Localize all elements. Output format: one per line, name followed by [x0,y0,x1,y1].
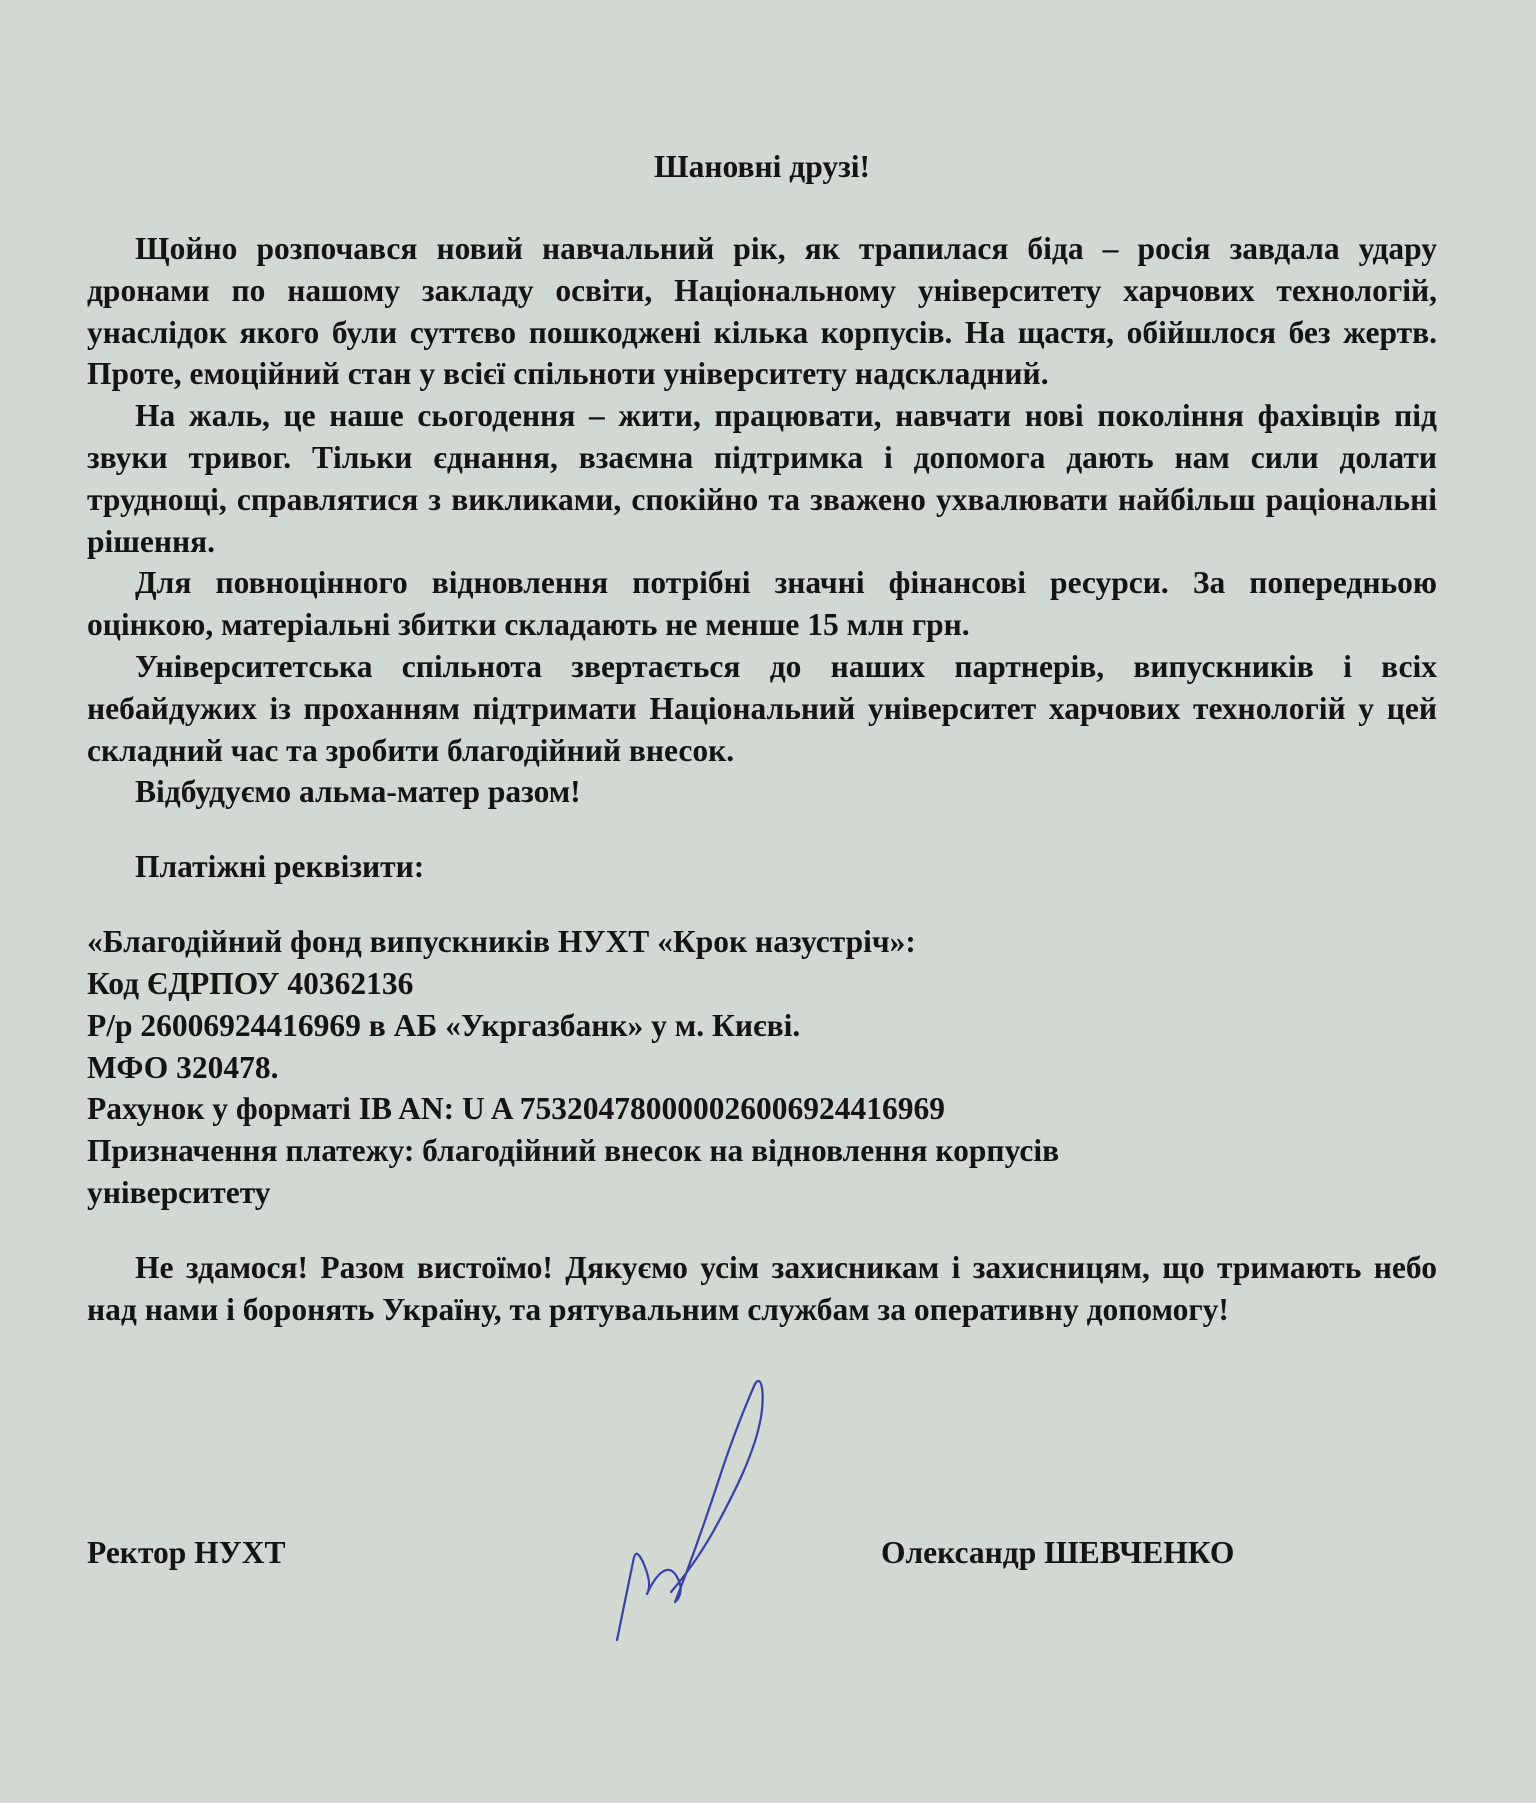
requisites-iban: Рахунок у форматі IB AN: U A 753204780000026006924416969 [87,1091,945,1127]
letter-paragraph: Щойно розпочався новий навчальний рік, як трапилася біда – росія завдала удару дронами по нашому закладу освіти, Національному університету харчових технологій, унаслідок якого були суттєво пошкоджені кілька корпусів. На щастя, обійшлося без жертв. Проте, емоційний стан у всієї спільноти університету надскладний. [87,231,1437,392]
letter-closing: Не здамося! Разом вистоїмо! Дякуємо усім захисникам і захисницям, що тримають небо над нами і боронять Україну, та рятувальним службам за оперативну допомогу! [87,1249,1437,1327]
payment-requisites [87,921,1437,1214]
handwritten-signature [605,1372,785,1652]
requisites-edrpou: Код ЄДРПОУ 40362136 [87,965,414,1001]
letter-paragraph: Відбудуємо альма-матер разом! [135,774,581,810]
letter-greeting: Шановні друзі! [654,149,870,184]
requisites-mfo: МФО 320478. [87,1049,279,1085]
letter-paragraph: Для повноцінного відновлення потрібні значні фінансові ресурси. За попередньою оцінкою, матеріальні збитки складають не менше 15 млн грн. [87,565,1437,643]
requisites-fund-name: «Благодійний фонд випускників НУХТ «Крок назустріч»: [87,924,916,960]
requisites-purpose: Призначення платежу: благодійний внесок на відновлення корпусів [87,1133,1060,1169]
signature-stroke [617,1381,763,1640]
letter-body [87,146,1437,1330]
letter-paragraph: На жаль, це наше сьогодення – жити, працювати, навчати нові покоління фахівців під звуки тривог. Тільки єднання, взаємна підтримка і допомога дають нам сили долати труднощі, справлятися з викликами, спокійно та зважено ухвалювати найбільш раціональні рішення. [87,398,1437,559]
signatory-position: Ректор НУХТ [87,1535,286,1570]
signatory-name: Олександр ШЕВЧЕНКО [881,1535,1235,1570]
requisites-purpose-cont: університету [87,1174,271,1210]
requisites-account: Р/р 26006924416969 в АБ «Укргазбанк» у м. Києві. [87,1007,801,1043]
letter-paragraph: Університетська спільнота звертається до наших партнерів, випускників і всіх небайдужих із проханням підтримати Національний університет харчових технологій у цей складний час та зробити благодійний внесок. [87,648,1437,768]
requisites-title: Платіжні реквізити: [135,849,425,885]
